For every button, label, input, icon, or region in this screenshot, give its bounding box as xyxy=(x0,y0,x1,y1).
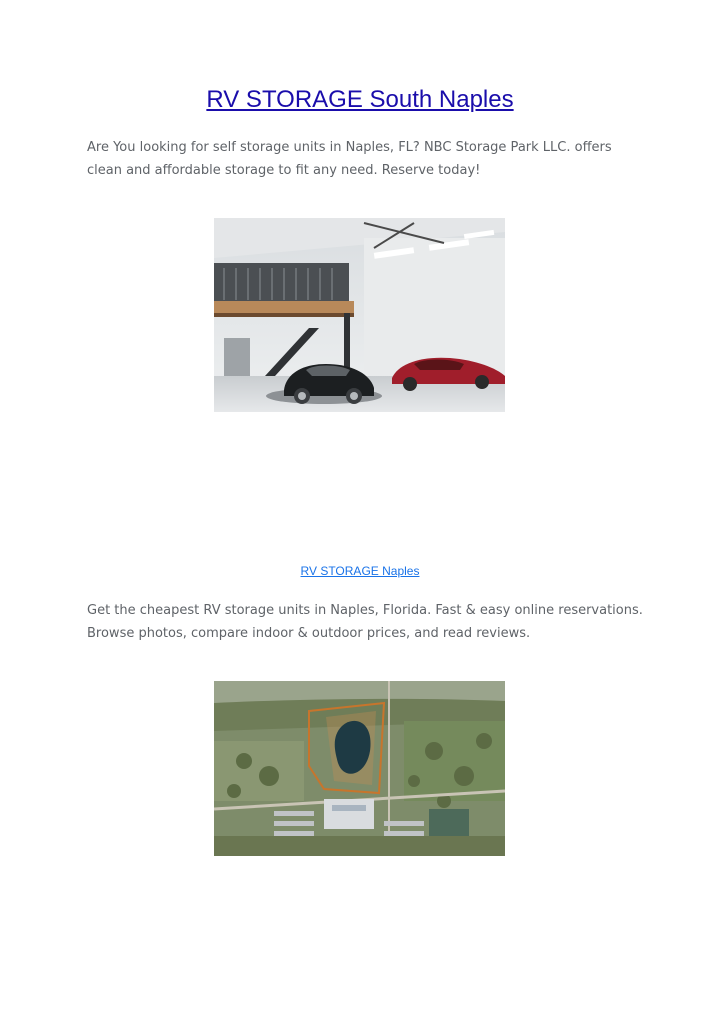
intro-paragraph: Are You looking for self storage units in Naples, FL? NBC Storage Park LLC. offers clean and affordable storage to fit any need. Reserve today! xyxy=(87,140,612,178)
aerial-storage-photo xyxy=(214,681,505,856)
page-title[interactable]: RV STORAGE South Naples xyxy=(206,86,514,113)
garage-interior-photo xyxy=(214,218,505,412)
body-paragraph: Get the cheapest RV storage units in Naples, Florida. Fast & easy online reservations. Browse photos, compare indoor & outdoor prices, and read reviews. xyxy=(87,603,643,641)
rv-storage-naples-link[interactable]: RV STORAGE Naples xyxy=(300,564,420,578)
